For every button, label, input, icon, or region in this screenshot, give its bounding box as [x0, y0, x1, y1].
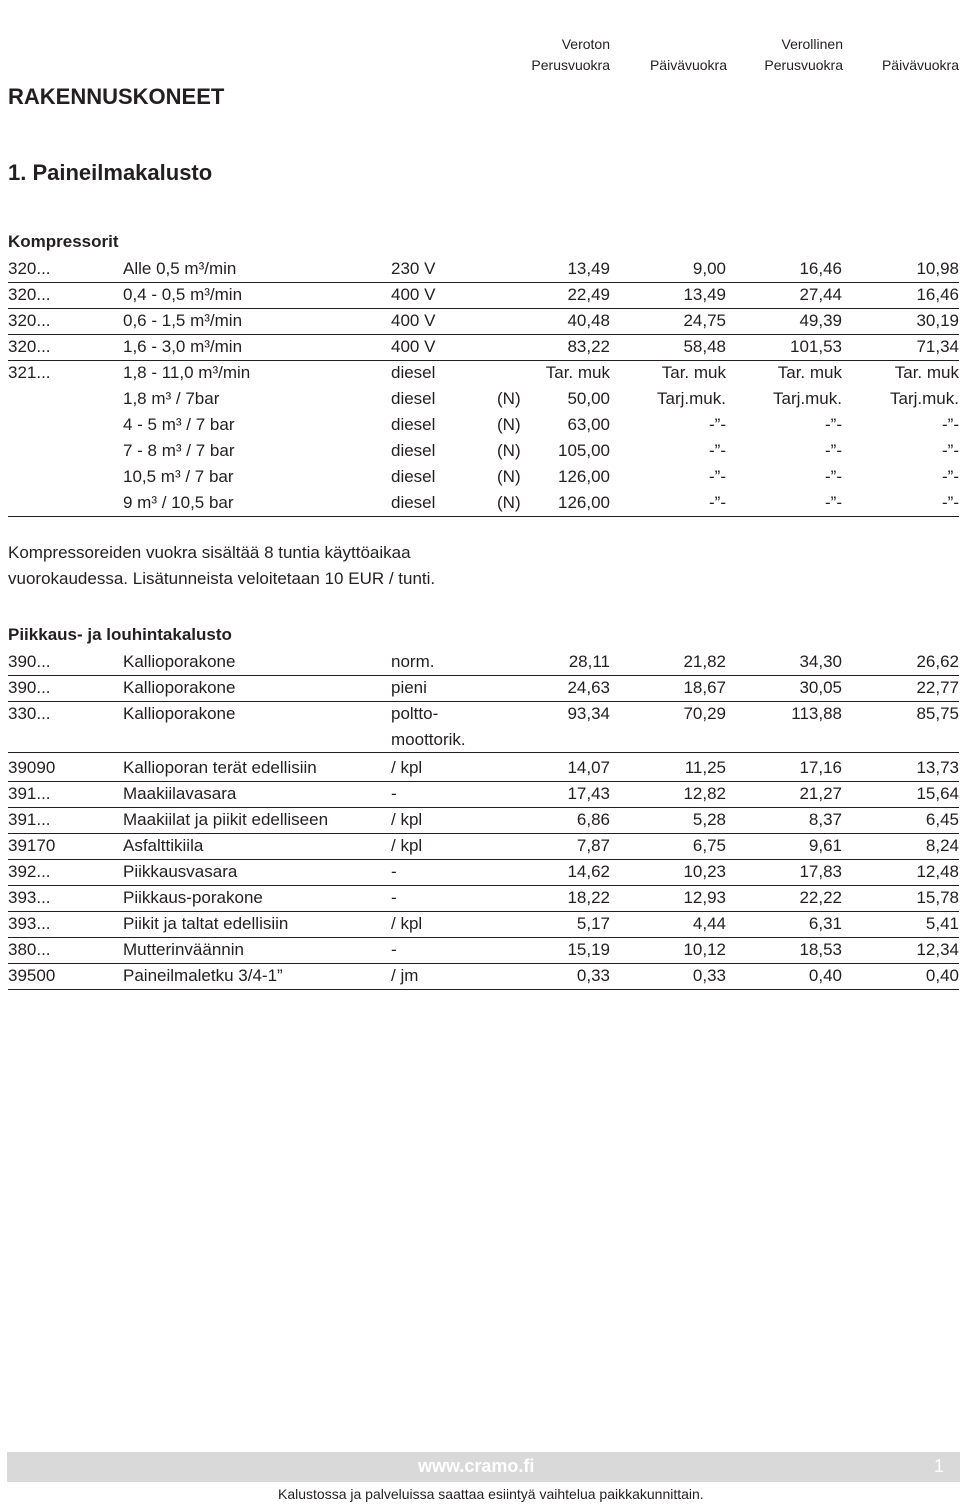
row-veroton-paiva: 4,44	[692, 914, 726, 933]
row-verollinen-perus: Tarj.muk.	[773, 389, 842, 408]
row-veroton-perus: 93,34	[567, 704, 610, 723]
row-verollinen-perus: Tar. muk	[777, 363, 842, 382]
row-description: Piikit ja taltat edellisiin	[123, 914, 289, 933]
row-unit: pieni	[391, 678, 427, 697]
row-veroton-paiva: 10,23	[683, 862, 726, 881]
row-description: Piikkausvasara	[123, 862, 238, 881]
row-veroton-perus: 83,22	[567, 337, 610, 356]
row-verollinen-perus: 22,22	[799, 888, 842, 907]
row-description: 7 - 8 m³ / 7 bar	[123, 441, 235, 460]
row-description: Paineilmaletku 3/4-1”	[123, 966, 283, 985]
table-row	[8, 360, 959, 386]
row-note: (N)	[497, 389, 521, 408]
row-description: Kallioporakone	[123, 652, 236, 671]
row-description: Asfalttikiila	[123, 836, 204, 855]
row-unit: diesel	[391, 363, 436, 382]
row-veroton-paiva: Tar. muk	[661, 363, 726, 382]
row-verollinen-perus: 16,46	[799, 259, 842, 278]
row-veroton-perus: 105,00	[558, 441, 610, 460]
row-veroton-paiva: 70,29	[683, 704, 726, 723]
row-verollinen-paiva: 15,64	[916, 784, 959, 803]
row-verollinen-perus: 8,37	[808, 810, 842, 829]
row-code: 330...	[8, 704, 51, 723]
row-unit: poltto-	[391, 704, 439, 723]
header-col-verollinen-paivavuokra	[882, 55, 959, 76]
row-code: 39170	[8, 836, 56, 855]
table-row	[8, 807, 959, 834]
row-verollinen-perus: -”-	[825, 467, 842, 486]
header-col1-line1: Veroton	[561, 36, 610, 52]
row-veroton-perus: 28,11	[568, 652, 610, 671]
row-description: 4 - 5 m³ / 7 bar	[123, 415, 235, 434]
header-col1-line2: Perusvuokra	[531, 57, 610, 73]
row-unit: / jm	[391, 966, 419, 985]
row-veroton-perus: 7,87	[576, 836, 610, 855]
row-unit-line2: moottorik.	[391, 730, 466, 749]
row-note: (N)	[497, 467, 521, 486]
row-veroton-paiva: Tarj.muk.	[657, 389, 726, 408]
row-verollinen-paiva: 26,62	[916, 652, 959, 671]
row-veroton-paiva: 18,67	[683, 678, 726, 697]
drilling-title: Piikkaus- ja louhintakalusto	[8, 625, 232, 644]
header-col3-line2: Perusvuokra	[764, 57, 843, 73]
row-verollinen-perus: 6,31	[808, 914, 842, 933]
table-row	[8, 308, 959, 335]
row-veroton-perus: 0,33	[576, 966, 610, 985]
row-description: 9 m³ / 10,5 bar	[123, 493, 234, 512]
row-verollinen-perus: 17,83	[799, 862, 842, 881]
row-verollinen-paiva: 85,75	[916, 704, 959, 723]
row-unit: / kpl	[391, 836, 423, 855]
row-unit: / kpl	[391, 758, 423, 777]
table-row	[8, 464, 959, 490]
row-veroton-perus: 5,17	[576, 914, 610, 933]
row-code: 320...	[8, 337, 51, 356]
row-veroton-perus: 50,00	[567, 389, 610, 408]
table-row	[8, 701, 959, 753]
row-unit: diesel	[391, 467, 436, 486]
table-row	[8, 675, 959, 702]
row-verollinen-perus: 9,61	[808, 836, 842, 855]
row-veroton-perus: 18,22	[567, 888, 610, 907]
table-row	[8, 649, 959, 676]
row-veroton-perus: 14,62	[567, 862, 610, 881]
row-veroton-paiva: 58,48	[683, 337, 726, 356]
row-unit: -	[391, 940, 397, 959]
row-veroton-perus: 17,43	[567, 784, 610, 803]
row-verollinen-paiva: 12,48	[916, 862, 959, 881]
row-code: 320...	[8, 259, 51, 278]
row-code: 391...	[8, 810, 51, 829]
table-row	[8, 438, 959, 464]
table-row	[8, 755, 959, 782]
row-description: Kallioporakone	[123, 704, 236, 723]
row-verollinen-paiva: 30,19	[916, 311, 959, 330]
row-unit: -	[391, 784, 397, 803]
header-col-verollinen-perusvuokra	[764, 34, 843, 76]
row-verollinen-perus: 49,39	[799, 311, 842, 330]
row-unit: 400 V	[391, 285, 436, 304]
row-note: (N)	[497, 415, 521, 434]
row-verollinen-paiva: 15,78	[916, 888, 959, 907]
row-unit: 400 V	[391, 311, 436, 330]
row-unit: diesel	[391, 493, 436, 512]
row-code: 39500	[8, 966, 56, 985]
row-veroton-paiva: 6,75	[692, 836, 726, 855]
row-note: (N)	[497, 441, 521, 460]
row-veroton-paiva: 12,93	[683, 888, 726, 907]
row-verollinen-perus: -”-	[825, 441, 842, 460]
row-verollinen-perus: 18,53	[799, 940, 842, 959]
table-row	[8, 386, 959, 412]
row-note: (N)	[497, 493, 521, 512]
row-description: 0,4 - 0,5 m³/min	[123, 285, 243, 304]
table-row	[8, 911, 959, 938]
row-verollinen-paiva: 12,34	[916, 940, 959, 959]
row-verollinen-paiva: 6,45	[925, 810, 959, 829]
row-veroton-perus: 13,49	[567, 259, 610, 278]
row-description: Piikkaus-porakone	[123, 888, 263, 907]
row-code: 320...	[8, 285, 51, 304]
row-unit: -	[391, 862, 397, 881]
row-code: 393...	[8, 914, 51, 933]
table-row	[8, 282, 959, 309]
row-veroton-paiva: -”-	[709, 467, 726, 486]
table-row	[8, 412, 959, 438]
row-verollinen-paiva: -”-	[942, 415, 959, 434]
table-row	[8, 937, 959, 964]
row-code: 390...	[8, 678, 51, 697]
row-code: 392...	[8, 862, 51, 881]
row-veroton-perus: 6,86	[576, 810, 610, 829]
row-veroton-perus: 22,49	[567, 285, 610, 304]
row-veroton-paiva: 0,33	[692, 966, 726, 985]
row-verollinen-paiva: 13,73	[916, 758, 959, 777]
row-veroton-paiva: 5,28	[692, 810, 726, 829]
row-veroton-perus: 24,63	[567, 678, 610, 697]
page-title: RAKENNUSKONEET	[8, 84, 225, 109]
row-veroton-paiva: 24,75	[683, 311, 726, 330]
row-verollinen-paiva: Tar. muk	[894, 363, 959, 382]
row-verollinen-paiva: 10,98	[916, 259, 959, 278]
table-row	[8, 490, 959, 517]
compressors-note-line1: Kompressoreiden vuokra sisältää 8 tuntia käyttöaikaa	[8, 543, 411, 562]
row-veroton-paiva: -”-	[709, 493, 726, 512]
header-col4-line2: Päivävuokra	[881, 57, 959, 73]
row-veroton-perus: 63,00	[567, 415, 610, 434]
row-verollinen-paiva: Tarj.muk.	[890, 389, 959, 408]
row-unit: / kpl	[391, 810, 423, 829]
row-verollinen-paiva: 16,46	[916, 285, 959, 304]
row-code: 380...	[8, 940, 51, 959]
row-description: Kallioporan terät edellisiin	[123, 758, 317, 777]
row-verollinen-paiva: 0,40	[925, 966, 959, 985]
row-description: 10,5 m³ / 7 bar	[123, 467, 234, 486]
row-veroton-perus: 126,00	[558, 493, 610, 512]
row-veroton-paiva: 11,25	[684, 758, 726, 777]
compressors-title: Kompressorit	[8, 232, 119, 251]
row-unit: / kpl	[391, 914, 423, 933]
header-col2-line2: Päivävuokra	[649, 57, 727, 73]
row-unit: norm.	[391, 652, 435, 671]
row-verollinen-paiva: 22,77	[916, 678, 959, 697]
row-veroton-paiva: -”-	[709, 441, 726, 460]
footer-note: Kalustossa ja palveluissa saattaa esiintyä vaihtelua paikkakunnittain.	[278, 1486, 704, 1502]
row-verollinen-perus: 113,88	[791, 704, 842, 723]
row-unit: 230 V	[391, 259, 436, 278]
row-verollinen-perus: 34,30	[799, 652, 842, 671]
table-row	[8, 963, 959, 990]
row-veroton-perus: 40,48	[567, 311, 610, 330]
row-code: 320...	[8, 311, 51, 330]
row-verollinen-perus: 0,40	[808, 966, 842, 985]
row-verollinen-perus: 27,44	[799, 285, 842, 304]
row-verollinen-perus: 17,16	[799, 758, 842, 777]
row-description: Alle 0,5 m³/min	[123, 259, 237, 278]
row-verollinen-paiva: 71,34	[916, 337, 959, 356]
row-code: 393...	[8, 888, 51, 907]
table-row	[8, 334, 959, 361]
row-code: 39090	[8, 758, 56, 777]
footer-url[interactable]: www.cramo.fi	[418, 1456, 535, 1476]
row-verollinen-paiva: -”-	[942, 493, 959, 512]
row-code: 390...	[8, 652, 51, 671]
row-veroton-perus: 14,07	[567, 758, 610, 777]
table-row	[8, 859, 959, 886]
row-verollinen-perus: -”-	[825, 493, 842, 512]
row-verollinen-paiva: 8,24	[925, 836, 959, 855]
table-row	[8, 885, 959, 912]
row-unit: diesel	[391, 441, 436, 460]
row-veroton-paiva: 12,82	[683, 784, 726, 803]
row-veroton-perus: Tar. muk	[545, 363, 610, 382]
row-description: Kallioporakone	[123, 678, 236, 697]
row-code: 391...	[8, 784, 51, 803]
row-unit: diesel	[391, 415, 436, 434]
header-col-veroton-perusvuokra	[531, 34, 610, 76]
row-veroton-perus: 126,00	[558, 467, 610, 486]
row-verollinen-perus: 101,53	[790, 337, 842, 356]
row-description: Maakiilat ja piikit edelliseen	[123, 810, 329, 829]
section-title: 1. Paineilmakalusto	[8, 160, 213, 185]
row-code: 321...	[8, 363, 51, 382]
table-row	[8, 256, 959, 283]
table-row	[8, 781, 959, 808]
row-verollinen-perus: -”-	[825, 415, 842, 434]
row-verollinen-paiva: -”-	[942, 467, 959, 486]
row-veroton-paiva: 21,82	[683, 652, 726, 671]
table-row	[8, 833, 959, 860]
row-veroton-perus: 15,19	[567, 940, 610, 959]
row-verollinen-paiva: 5,41	[925, 914, 959, 933]
row-verollinen-perus: 30,05	[799, 678, 842, 697]
row-description: Maakiilavasara	[123, 784, 237, 803]
row-description: 1,6 - 3,0 m³/min	[123, 337, 243, 356]
row-unit: diesel	[391, 389, 436, 408]
row-unit: -	[391, 888, 397, 907]
row-verollinen-paiva: -”-	[942, 441, 959, 460]
row-description: 1,8 - 11,0 m³/min	[123, 363, 251, 382]
row-veroton-paiva: 9,00	[692, 259, 726, 278]
row-description: 1,8 m³ / 7bar	[123, 389, 220, 408]
row-veroton-paiva: -”-	[709, 415, 726, 434]
row-verollinen-perus: 21,27	[799, 784, 842, 803]
compressors-note-line2: vuorokaudessa. Lisätunneista veloitetaan 10 EUR / tunti.	[8, 569, 436, 588]
page-number: 1	[934, 1456, 945, 1476]
header-col3-line1: Verollinen	[781, 36, 843, 52]
header-col-veroton-paivavuokra	[650, 55, 727, 76]
row-veroton-paiva: 10,12	[683, 940, 726, 959]
row-unit: 400 V	[391, 337, 436, 356]
row-description: Mutterinväännin	[123, 940, 244, 959]
row-description: 0,6 - 1,5 m³/min	[123, 311, 243, 330]
row-veroton-paiva: 13,49	[683, 285, 726, 304]
